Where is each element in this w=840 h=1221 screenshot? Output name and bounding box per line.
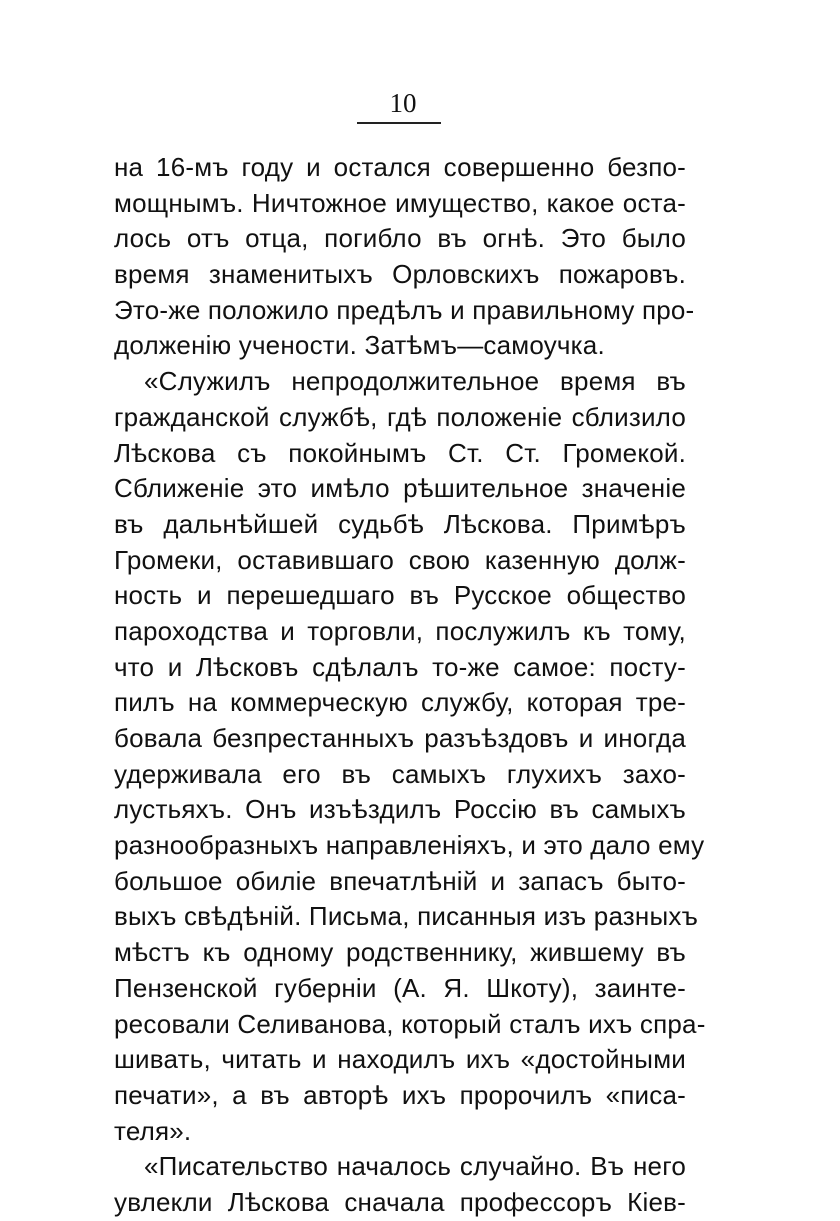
text-line: Лѣскова съ покойнымъ Ст. Ст. Громекой. (114, 437, 686, 468)
text-line: «Служилъ непродолжительное время въ (144, 366, 686, 397)
text-line: Это-же положило предѣлъ и правильному про- (114, 294, 695, 325)
text-line: пароходства и торговли, послужилъ къ тому, (114, 615, 686, 646)
page-header (0, 88, 800, 118)
text-line: теля». (114, 1115, 192, 1146)
text-line: Пензенской губернiи (А. Я. Шкоту), заинте- (114, 972, 686, 1003)
text-line: долженiю учености. Затѣмъ—самоучка. (114, 330, 605, 361)
text-line: «Писательство началось случайно. Въ него (144, 1151, 686, 1182)
text-line: ресовали Селиванова, который сталъ ихъ спра- (114, 1008, 706, 1039)
text-line: лось отъ отца, погибло въ огнѣ. Это было (114, 223, 686, 254)
text-line: пилъ на коммерческую службу, которая тре- (114, 687, 686, 718)
body-text (114, 150, 706, 1221)
text-line: бовала безпрестанныхъ разъѣздовъ и иногда (114, 723, 686, 753)
text-line: печати», а въ авторѣ ихъ пророчилъ «писа- (114, 1079, 686, 1110)
text-line: гражданской службѣ, гдѣ положенiе сблизило (114, 401, 686, 432)
text-line: выхъ свѣдѣнiй. Письма, писанныя изъ разныхъ (114, 901, 699, 932)
text-line: что и Лѣсковъ сдѣлалъ то-же самое: посту- (114, 651, 686, 682)
text-line: увлекли Лѣскова сначала профессоръ Кiев- (114, 1186, 686, 1217)
text-line: Сближенiе это имѣло рѣшительное значенiе (114, 473, 686, 504)
text-line: ность и перешедшаго въ Русское общество (114, 580, 686, 611)
text-line: разнообразныхъ направленiяхъ, и это дало ему (114, 830, 705, 861)
text-line: большое обилiе впечатлѣнiй и запасъ быто- (114, 865, 686, 896)
text-line: на 16-мъ году и остался совершенно безпо- (114, 152, 686, 182)
text-line: шивать, читать и находилъ ихъ «достойными (114, 1044, 686, 1075)
header-rule (357, 122, 441, 124)
text-line: удерживала его въ самыхъ глухихъ захо- (114, 758, 686, 789)
text-line: время знаменитыхъ Орловскихъ пожаровъ. (114, 259, 686, 290)
text-line: лустьяхъ. Онъ изъѣздилъ Россiю въ самыхъ (114, 794, 686, 825)
text-line: мощнымъ. Ничтожное имущество, какое оста- (114, 187, 686, 218)
text-line: мѣстъ къ одному родственнику, жившему въ (114, 937, 686, 968)
text-line: въ дальнѣйшей судьбѣ Лѣскова. Примѣръ (114, 508, 686, 539)
text-line: Громеки, оставившаго свою казенную долж- (114, 544, 686, 575)
page-number: 10 (389, 88, 417, 118)
